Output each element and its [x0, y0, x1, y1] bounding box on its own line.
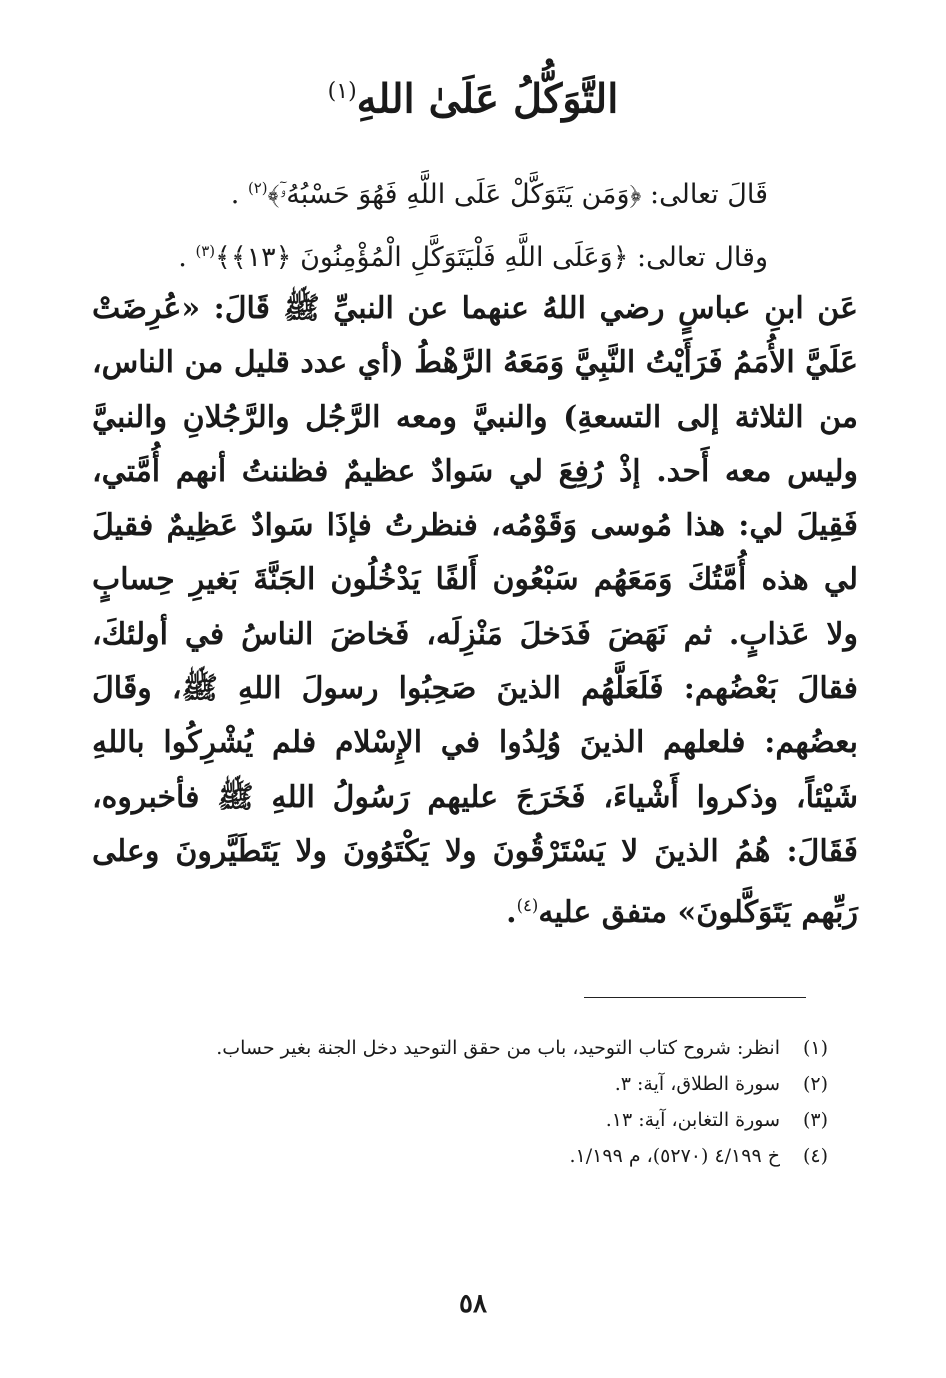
page-number: ٥٨ [459, 1289, 487, 1319]
footnotes [100, 1030, 828, 1174]
footnote-3-number: (٣) [802, 1109, 828, 1131]
hadith-body: عَن ابنِ عباسٍ رضي اللهُ عنهما عن النبيِّ ﷺ قَالَ: «عُرِضَتْ عَلَيَّ الأُمَمُ فَرَأَيْتُ النَّبِيَّ وَمَعَهُ الرَّهْطُ (أي عدد قليل من الناس، من الثلاثة إلى التسعةِ) والنبيَّ ومعه الرَّجُل والرَّجُلانِ والنبيَّ وليس معه أَحد. إذْ رُفِعَ لي سَوادٌ عظيمٌ فظننتُ أنهم أُمَّتي، فَقِيلَ لي: هذا مُوسى وَقَوْمُه، فنظرتُ فإذَا سَوادٌ عَظِيمٌ فقيلَ لي هذه أُمَّتُكَ وَمَعَهُم سَبْعُون أَلفًا يَدْخُلُون الجَنَّةَ بَغيرِ حِسابٍ ولا عَذابٍ. ثم نَهَضَ فَدَخلَ مَنْزِلَه، فَخاضَ الناسُ في أولئكَ، فقالَ بَعْضُهم: فَلَعَلَّهُم الذينَ صَحِبُوا رسولَ اللهِ ﷺ، وقَالَ بعضُهم: فلعلهم الذينَ وُلِدُوا في الإِسْلام فلم يُشْرِكُوا باللهِ شَيْئاً، وذكروا أَشْياءَ، فَخَرَجَ عليهم رَسُولُ اللهِ ﷺ فأخبروه، فَقَالَ: هُمُ الذينَ لا يَسْتَرْقُونَ ولا يَكْتَوُونَ ولا يَتَطَيَّرونَ وعلى رَبِّهم يَتَوَكَّلونَ» متفق عليه [92, 291, 858, 931]
verse-2-footnote-ref: (٣) [195, 242, 216, 260]
hadith-text [92, 282, 858, 941]
footnote-1-number: (١) [802, 1037, 828, 1059]
verse-1-text: قَالَ تعالى: ﴿وَمَن يَتَوَكَّلْ عَلَى اللَّهِ فَهُوَ حَسْبُهُۥٓ﴾ [267, 179, 768, 210]
footnote-1-text: انظر: شروح كتاب التوحيد، باب من حقق التوحيد دخل الجنة بغير حساب. [216, 1037, 780, 1059]
footnote-4-text: خ ٤/١٩٩ (٥٢٧٠)، م ١/١٩٩. [569, 1145, 780, 1167]
footnote-4-number: (٤) [802, 1145, 828, 1167]
verse-2-text: وقال تعالى: ﴿وَعَلَى اللَّهِ فَلْيَتَوَكَّلِ الْمُؤْمِنُونَ ﴿١٣﴾﴾ [215, 242, 768, 273]
footnote-2-number: (٢) [802, 1073, 828, 1095]
chapter-title-text: التَّوَكُّلُ عَلَىٰ اللهِ [356, 75, 619, 123]
verse-2-end: . [178, 242, 187, 273]
footnote-2-text: سورة الطلاق، آية: ٣. [614, 1073, 780, 1095]
verse-1-footnote-ref: (٢) [247, 179, 268, 197]
hadith-footnote-ref: (٤) [516, 896, 539, 916]
footnote-3 [100, 1102, 828, 1138]
hadith-end: . [506, 895, 517, 931]
verse-1-end: . [230, 179, 240, 210]
quran-verses [100, 160, 768, 286]
verse-1 [100, 160, 768, 223]
footnote-2 [100, 1066, 828, 1102]
footnote-3-text: سورة التغابن، آية: ١٣. [605, 1109, 780, 1131]
chapter-title [0, 62, 946, 129]
footnote-separator [584, 997, 806, 998]
title-footnote-ref: (١) [327, 79, 357, 104]
verse-2 [100, 223, 768, 286]
footnote-4 [100, 1138, 828, 1174]
footnote-1 [100, 1030, 828, 1066]
